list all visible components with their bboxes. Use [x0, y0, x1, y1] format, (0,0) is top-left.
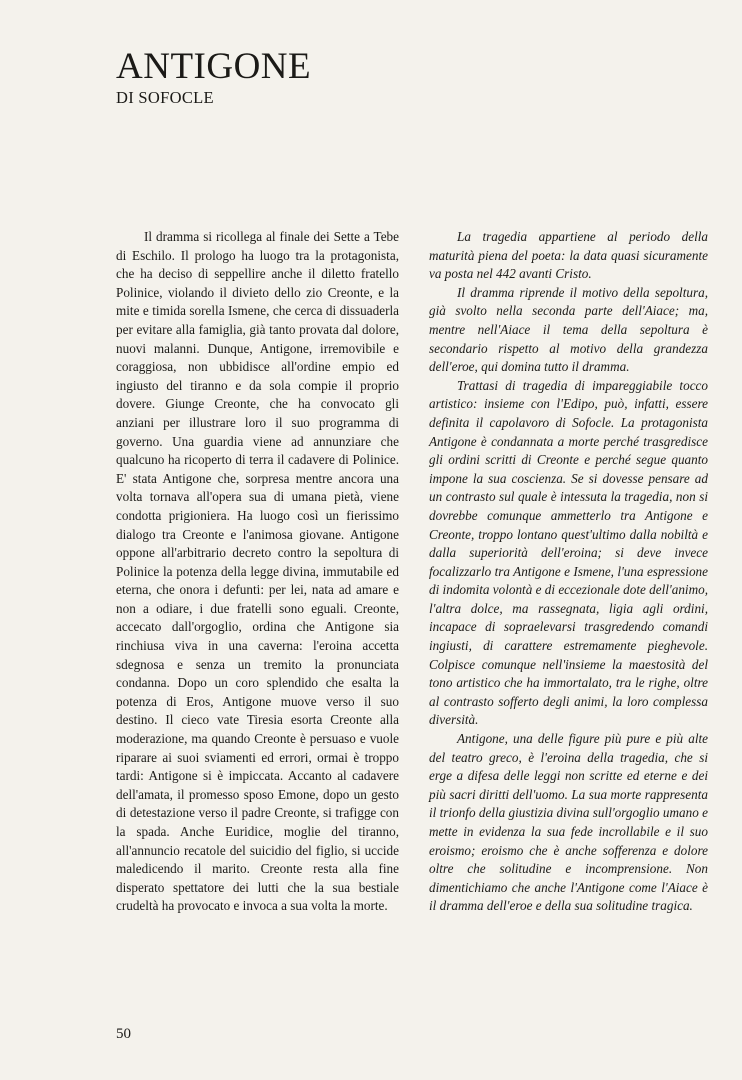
- page-subtitle: DI SOFOCLE: [116, 88, 214, 107]
- right-paragraph-1: La tragedia appartiene al periodo della maturità piena del poeta: la data quasi sicuramente va posta nel 442 avanti Cristo.: [429, 229, 708, 282]
- right-paragraph-4: Antigone, una delle figure più pure e più alte del teatro greco, è l'eroina della tragedia, che si erge a difesa delle leggi non scritte ed eterne e dei più sacri diritti dell'uomo. La sua morte rappresenta il trionfo della giustizia divina sull'orgoglio umano e mette in evidenza la sua fede incrollabile e il suo eroismo; eroismo che è anche sofferenza e dolore oltre che solitudine e incomprensione. Non dimentichiamo che anche l'Antigone come l'Aiace è il dramma dell'eroe e della sua solitudine tragica.: [429, 731, 708, 914]
- right-paragraph-3: Trattasi di tragedia di impareggiabile tocco artistico: insieme con l'Edipo, può, infatti, essere definita il capolavoro di Sofocle. La protagonista Antigone è condannata a morte perché trasgredisce gli ordini scritti di Creonte e perché segue quanto impone la sua coscienza. Se si dovesse pensare ad un contrasto sul quale è intessuta la tragedia, non si dovrebbe comunque ammetterlo tra Antigone e Creonte, troppo lontano quest'ultimo dalla nobiltà e dalla superiorità dell'eroina; si deve invece focalizzarlo tra Antigone e Ismene, l'una espressione di indomita volontà e di eccezionale dote dell'animo, l'altra dolce, ma rassegnata, ligia agli ordini, incapace di sopraelevarsi trasgredendo comandi ingiusti, di carattere estremamente pieghevole. Colpisce comunque nell'insieme la maestosità del tono artistico che ha immortalato, tra le righe, oltre al contrasto sofferto degli animi, la loro complessa diversità.: [429, 377, 708, 728]
- left-column: [116, 228, 399, 916]
- right-column: [429, 228, 708, 916]
- right-paragraph-2: Il dramma riprende il motivo della sepoltura, già svolto nella seconda parte dell'Aiace; ma, mentre nell'Aiace il tema della sepoltura è secondario rispetto al motivo della grandezza dell'eroe, qui domina tutto il dramma.: [429, 284, 708, 375]
- page-number: 50: [116, 1026, 131, 1042]
- left-paragraph-1: Il dramma si ricollega al finale dei Sette a Tebe di Eschilo. Il prologo ha luogo tra la protagonista, che ha deciso di seppellire anche il diletto fratello Polinice, violando il divieto dello zio Creonte, e la mite e timida sorella Ismene, che cerca di dissuaderla per evitare alla famiglia, già tanto provata dal dolore, nuovi malanni. Dunque, Antigone, irremovibile e coraggiosa, non ubbidisce all'ordine empio ed ingiusto del tiranno e da sola compie il proprio dovere. Giunge Creonte, che ha convocato gli anziani per illustrare loro il suo programma di governo. Una guardia viene ad annunziare che qualcuno ha ricoperto di terra il cadavere di Polinice. E' stata Antigone che, sorpresa mentre ancora una volta tornava all'opera sua di umana pietà, viene condotta prigioniera. Ha luogo così un fierissimo dialogo tra Creonte e l'animosa giovane. Antigone oppone all'arbitrario decreto contro la sepoltura di Polinice la potenza della legge divina, immutabile ed eterna, che onora i defunti: per lei, nata ad amare e non a odiare, i due fratelli sono eguali. Creonte, accecato dall'orgoglio, ordina che Antigone sia rinchiusa viva in una caverna: l'eroina accetta sdegnosa e senza un tremito la pronunciata condanna. Dopo un coro splendido che esalta la potenza di Eros, Antigone muove verso il suo destino. Il cieco vate Tiresia esorta Creonte alla moderazione, ma quando Creonte è persuaso e vuole riparare ai suoi sviamenti ed errori, ormai è troppo tardi: Antigone si è impiccata. Accanto al cadavere dell'amata, il promesso sposo Emone, dopo un gesto di detestazione verso il padre Creonte, si trafigge con la spada. Anche Euridice, moglie del tiranno, all'annuncio recatole del suicidio del figlio, si uccide maledicendo il marito. Creonte resta alla fine disperato spettatore dei lutti che la sua bestiale crudeltà ha provocato e invoca a sua volta la morte.: [116, 229, 399, 914]
- page-title: ANTIGONE: [116, 46, 312, 87]
